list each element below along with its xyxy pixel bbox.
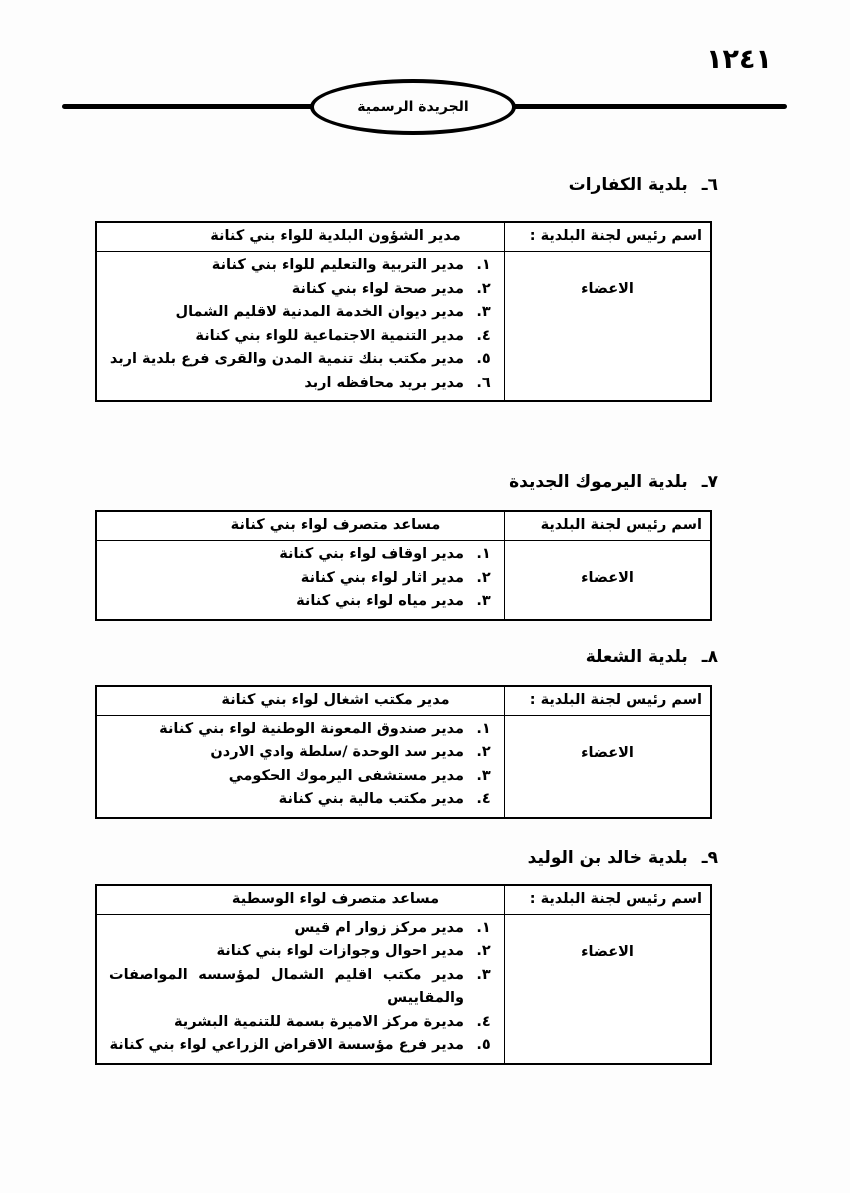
members-list-cell [97,541,504,619]
member-row [109,1034,496,1058]
chairman-value-cell: مساعد متصرف لواء الوسطية [97,886,504,915]
member-row [109,788,496,812]
member-text: مدير اوقاف لواء بني كنانة [279,546,464,562]
chairman-value-cell: مدير الشؤون البلدية للواء بني كنانة [97,223,504,252]
committee-table [95,510,712,621]
member-text: مدير مكتب بنك تنمية المدن والقرى فرع بلدية اربد [109,351,464,367]
member-text: مدير التربية والتعليم للواء بني كنانة [211,257,464,273]
committee-table [95,221,712,402]
section-number: ٩ـ [701,847,718,868]
member-row [109,590,496,614]
member-text: مدير ديوان الخدمة المدنية لاقليم الشمال [175,304,464,320]
member-number: ٣. [476,304,491,320]
section-number: ٨ـ [701,646,718,667]
municipality-section [0,643,850,819]
members-list-cell [97,915,504,1063]
member-text: مدير صحة لواء بني كنانة [291,280,464,297]
member-text: مديرة مركز الاميرة بسمة للتنمية البشرية [173,1013,464,1030]
members-label-cell: الاعضاء [504,252,710,400]
members-list-cell [97,252,504,400]
section-heading [0,844,718,872]
member-number: ١. [476,919,491,936]
member-row [109,964,496,1011]
member-row [109,254,496,278]
banner-label: الجريدة الرسمية [357,99,469,115]
member-number: ٣. [476,593,491,609]
member-text: مدير فرع مؤسسة الاقراض الزراعي لواء بني كنانة [109,1037,464,1053]
section-title: بلدية الكفارات [568,175,688,195]
section-title: بلدية خالد بن الوليد [527,847,688,868]
chairman-label-cell: اسم رئيس لجنة البلدية : [504,223,710,252]
member-row [109,718,496,742]
member-row [109,372,496,396]
member-row [109,765,496,789]
member-text: مدير بريد محافظه اربد [304,374,464,391]
member-row [109,940,496,964]
section-number: ٧ـ [701,472,718,492]
member-text: مدير احوال وجوازات لواء بني كنانة [216,943,464,959]
member-text: مدير اثار لواء بني كنانة [300,569,464,586]
chairman-value-cell: مساعد متصرف لواء بني كنانة [97,512,504,541]
member-row [109,543,496,567]
member-row [109,301,496,325]
page-number: ١٢٤١ [706,44,772,75]
chairman-value-cell: مدير مكتب اشغال لواء بني كنانة [97,687,504,716]
member-number: ٤. [476,791,491,807]
chairman-label-cell: اسم رئيس لجنة البلدية [504,512,710,541]
member-text: مدير التنمية الاجتماعية للواء بني كنانة [195,327,464,344]
member-row [109,917,496,941]
member-row [109,741,496,765]
sections-container [0,171,850,1065]
committee-table [95,685,712,819]
member-text: مدير مياه لواء بني كنانة [296,593,464,609]
member-number: ٤. [476,1013,491,1030]
member-row [109,278,496,302]
member-number: ٢. [476,943,491,959]
chairman-label-cell: اسم رئيس لجنة البلدية : [504,687,710,716]
member-text: مدير صندوق المعونة الوطنية لواء بني كنانة [159,720,464,737]
member-text: مدير مكتب مالية بني كنانة [278,791,464,807]
municipality-section [0,844,850,1065]
section-number: ٦ـ [701,175,718,195]
members-label-cell: الاعضاء [504,915,710,1063]
banner-oval [310,79,516,135]
member-row [109,325,496,349]
member-text: مدير مستشفى اليرموك الحكومي [228,767,464,784]
member-text: مدير مركز زوار ام قيس [294,919,464,936]
member-number: ١. [476,546,491,562]
member-number: ١. [476,720,491,737]
member-number: ٣. [476,767,491,784]
member-number: ٥. [476,351,491,367]
member-number: ٢. [476,569,491,586]
section-title: بلدية اليرموك الجديدة [509,472,688,492]
member-row [109,567,496,591]
municipality-section [0,468,850,621]
member-number: ٣. [476,966,491,983]
section-title: بلدية الشعلة [585,646,688,667]
member-number: ٦. [476,374,491,391]
section-heading [0,171,718,199]
member-number: ١. [476,257,491,273]
members-label-cell: الاعضاء [504,716,710,817]
committee-table [95,884,712,1065]
municipality-section [0,171,850,402]
member-row [109,1011,496,1035]
member-row [109,348,496,372]
members-label-cell: الاعضاء [504,541,710,619]
member-text: مدير مكتب اقليم الشمال لمؤسسه المواصفات والمقاييس [109,966,464,1006]
section-heading [0,643,718,671]
members-list-cell [97,716,504,817]
member-number: ٥. [476,1037,491,1053]
section-heading [0,468,718,496]
member-number: ٢. [476,280,491,297]
gazette-banner [0,79,850,149]
member-number: ٤. [476,327,491,344]
member-number: ٢. [476,744,491,760]
chairman-label-cell: اسم رئيس لجنة البلدية : [504,886,710,915]
member-text: مدير سد الوحدة /سلطة وادي الاردن [210,744,464,760]
